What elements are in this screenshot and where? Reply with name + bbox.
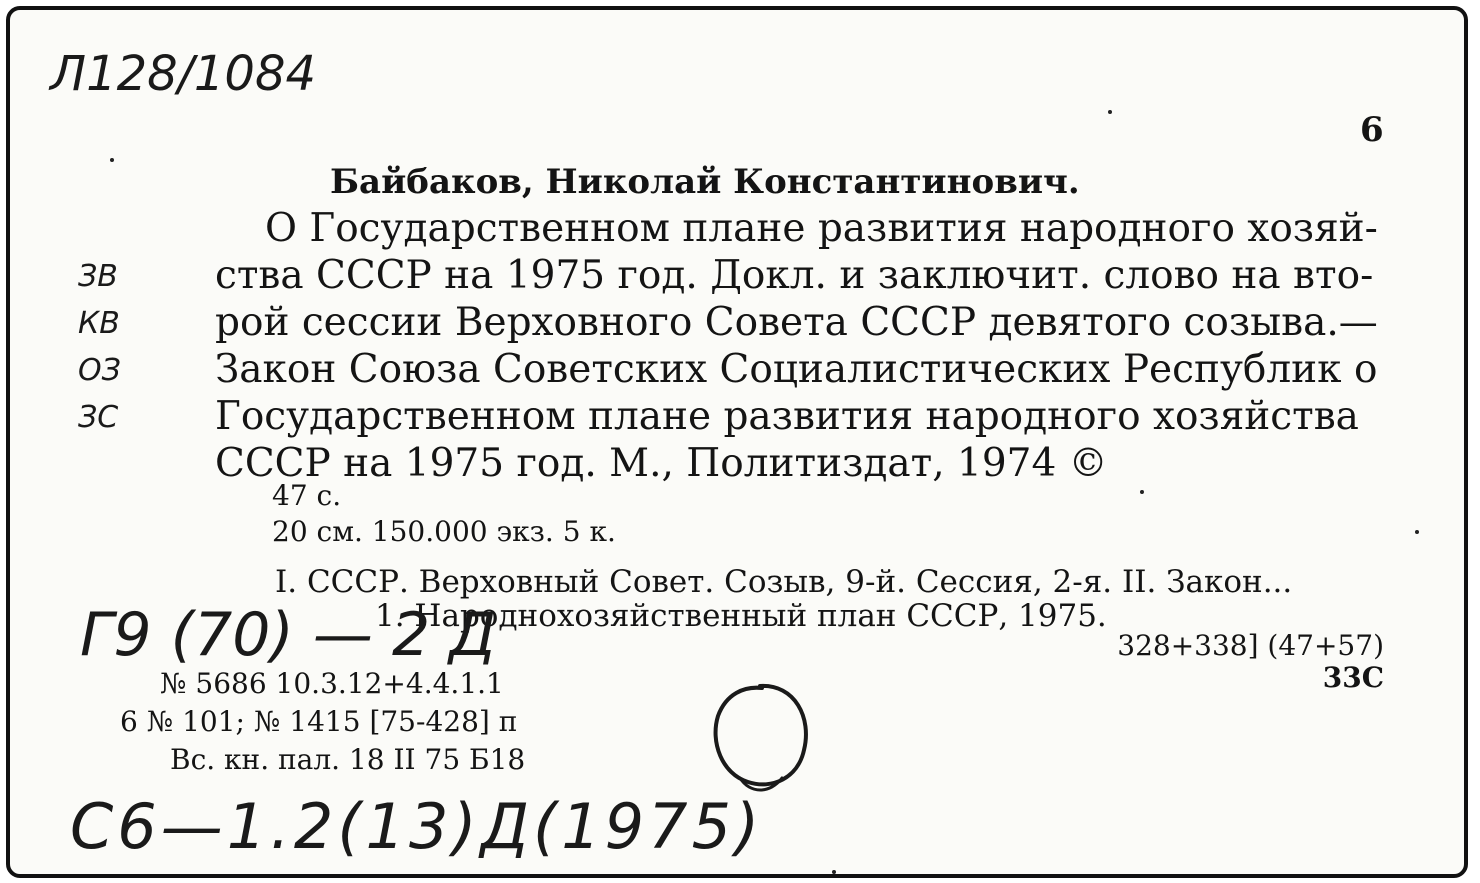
- description-line: Государственном плане развития народного хозяйства: [215, 394, 1359, 439]
- margin-code: ЗС: [78, 400, 119, 435]
- description-line: ства СССР на 1975 год. Докл. и заключит. слово на вто-: [215, 253, 1374, 298]
- collation-pages: 47 с.: [272, 479, 342, 512]
- margin-codes: [78, 253, 121, 441]
- technical-notes: [120, 665, 525, 779]
- speck: [1415, 530, 1419, 534]
- description-line: О Государственном плане развития народного хозяй-: [265, 206, 1378, 251]
- class-numbers: 328+338] (47+57): [1117, 629, 1384, 662]
- margin-code: ЗВ: [78, 259, 118, 294]
- subject-heading: I. СССР. Верховный Совет. Созыв, 9-й. Сессия, 2-я. II. Закон...: [275, 564, 1293, 600]
- catalog-card: [6, 6, 1468, 878]
- author-heading: Байбаков, Николай Константинович.: [330, 162, 1080, 202]
- speck: [832, 870, 836, 874]
- handwritten-classification: Г9 (70) — 2 Д: [80, 600, 497, 670]
- handwritten-shelf-mark: Л128/1084: [50, 46, 317, 102]
- speck: [1108, 110, 1112, 114]
- collation: [272, 478, 616, 550]
- margin-code: КВ: [78, 306, 120, 341]
- description-line: СССР на 1975 год. М., Политиздат, 1974 ©: [215, 441, 1108, 486]
- collation-size: 20 см. 150.000 экз. 5 к.: [272, 515, 616, 548]
- speck: [1140, 490, 1144, 494]
- handwritten-bottom-note: С6—1.2(13)Д(1975): [70, 790, 764, 863]
- card-number: 6: [1360, 110, 1384, 150]
- handwritten-circle-icon: [700, 678, 820, 798]
- bibliographic-description: [215, 205, 1378, 487]
- classification-codes: [1090, 630, 1384, 694]
- description-line: Закон Союза Советских Социалистических Республик о: [215, 347, 1378, 392]
- code-33c: 33С: [1322, 661, 1384, 694]
- description-line: рой сессии Верховного Совета СССР девятого созыва.—: [215, 300, 1378, 345]
- tech-line: Вс. кн. пал. 18 II 75 Б18: [170, 743, 526, 776]
- speck: [110, 158, 114, 162]
- tech-line: 6 № 101; № 1415 [75-428] п: [120, 705, 518, 738]
- margin-code: ОЗ: [78, 353, 121, 388]
- tech-line: № 5686 10.3.12+4.4.1.1: [160, 667, 504, 700]
- subject-heading: 1. Народнохозяйственный план СССР, 1975.: [375, 598, 1107, 634]
